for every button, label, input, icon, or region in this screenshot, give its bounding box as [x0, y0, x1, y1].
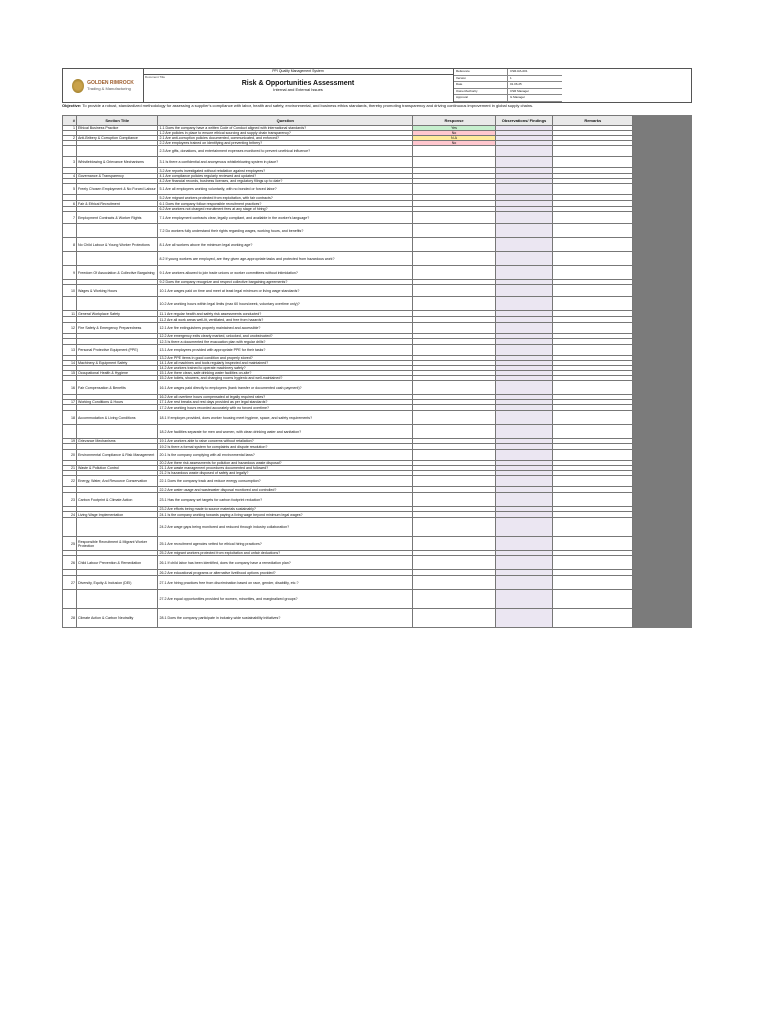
response-cell[interactable]: [413, 411, 496, 425]
section-title: Climate Action & Carbon Neutrality: [77, 609, 158, 628]
response-cell[interactable]: [413, 450, 496, 461]
column-header: Question: [158, 116, 413, 126]
gray-margin: [633, 493, 692, 507]
row-number: 8: [63, 238, 77, 252]
response-cell[interactable]: [413, 184, 496, 195]
remarks-cell[interactable]: [553, 224, 633, 238]
table-row: [63, 323, 692, 334]
question-text: 15.2 Are toilets, showers, and changing rooms hygienic and well-maintained?: [158, 376, 413, 381]
response-cell[interactable]: [413, 381, 496, 395]
observations-cell[interactable]: [495, 184, 552, 195]
response-cell[interactable]: [413, 285, 496, 297]
observations-cell[interactable]: [495, 266, 552, 280]
section-title: [77, 146, 158, 157]
observations-cell[interactable]: [495, 146, 552, 157]
section-title: [77, 224, 158, 238]
gray-margin: [633, 224, 692, 238]
section-title: Personal Protective Equipment (PPE): [77, 345, 158, 356]
table-header: [63, 116, 692, 126]
observations-cell[interactable]: [495, 609, 552, 628]
row-number: 2: [63, 136, 77, 141]
section-title: Living Wage Implementation: [77, 512, 158, 518]
section-title: Occupational Health & Hygiene: [77, 371, 158, 376]
row-number: 13: [63, 345, 77, 356]
document-header: [62, 68, 692, 103]
question-text: 6.1 Does the company follow responsible recruitment practices?: [158, 201, 413, 207]
remarks-cell[interactable]: [553, 590, 633, 609]
observations-cell[interactable]: [495, 224, 552, 238]
remarks-cell[interactable]: [553, 537, 633, 551]
question-text: 12.1 Are fire extinguishers properly maintained and accessible?: [158, 323, 413, 334]
response-cell[interactable]: [413, 576, 496, 590]
row-number: 4: [63, 174, 77, 179]
question-text: 10.2 Are working hours within legal limits (max 60 hours/week, voluntary overtime only)?: [158, 297, 413, 311]
gray-margin: [633, 285, 692, 297]
section-title: Fire Safety & Emergency Preparedness: [77, 323, 158, 334]
observations-cell[interactable]: [495, 381, 552, 395]
question-text: 24.2 Are wage gaps being monitored and reduced through industry collaboration?: [158, 518, 413, 537]
row-number: 27: [63, 576, 77, 590]
objective-label: Objective:: [62, 103, 82, 108]
row-number: 25: [63, 537, 77, 551]
observations-cell[interactable]: [495, 518, 552, 537]
question-text: 19.1 Are workers able to raise concerns without retaliation?: [158, 439, 413, 444]
section-title: Ethical Business Practice: [77, 126, 158, 131]
section-title: [77, 518, 158, 537]
meta-label: Reference: [454, 69, 508, 75]
brand-tagline: Trading & Manufacturing: [87, 86, 131, 91]
meta-row: [454, 95, 562, 102]
question-text: 13.2 Are PPE items in good condition and properly stored?: [158, 356, 413, 361]
response-cell[interactable]: N.A: [413, 136, 496, 141]
question-text: 18.1 If employer-provided, does worker housing meet hygiene, space, and safety requirements?: [158, 411, 413, 425]
remarks-cell[interactable]: [553, 238, 633, 252]
gray-margin: [633, 184, 692, 195]
observations-cell[interactable]: [495, 323, 552, 334]
question-text: 25.1 Are recruitment agencies vetted for ethical hiring practices?: [158, 537, 413, 551]
observations-cell[interactable]: [495, 212, 552, 224]
row-number: 23: [63, 493, 77, 507]
response-cell[interactable]: [413, 518, 496, 537]
question-text: 9.1 Are workers allowed to join trade unions or worker committees without intimidation?: [158, 266, 413, 280]
question-text: 22.2 Are water usage and wastewater disposal monitored and controlled?: [158, 487, 413, 493]
question-text: 11.2 Are all work areas well-lit, ventilated, and free from hazards?: [158, 317, 413, 323]
question-text: 21.1 Are waste management procedures documented and followed?: [158, 466, 413, 471]
meta-value: CSR Manager: [510, 88, 530, 93]
row-number: 5: [63, 184, 77, 195]
gray-margin: [633, 116, 692, 126]
question-text: 20.2 Are there risk assessments for pollution and hazardous waste disposal?: [158, 461, 413, 466]
question-text: 27.1 Are hiring practices free from discrimination based on race, gender, disability, etc.?: [158, 576, 413, 590]
question-text: 14.1 Are all machines and tools regularly inspected and maintained?: [158, 361, 413, 366]
row-number: 7: [63, 212, 77, 224]
remarks-cell[interactable]: [553, 212, 633, 224]
observations-cell[interactable]: [495, 297, 552, 311]
observations-cell[interactable]: [495, 476, 552, 487]
table-row: [63, 476, 692, 487]
table-row: [63, 576, 692, 590]
question-text: 3.1 Is there a confidential and anonymous whistleblowing system in place?: [158, 157, 413, 168]
section-title: Freely Chosen Employment & No Forced Labour: [77, 184, 158, 195]
question-text: 26.2 Are educational programs or alternative livelihood options provided?: [158, 570, 413, 576]
gray-margin: [633, 297, 692, 311]
row-number: [63, 518, 77, 537]
meta-label: Version: [454, 76, 508, 82]
remarks-cell[interactable]: [553, 576, 633, 590]
response-cell[interactable]: Yes: [413, 126, 496, 131]
row-number: 28: [63, 609, 77, 628]
question-text: 9.2 Does the company recognize and respect collective bargaining agreements?: [158, 280, 413, 285]
gray-margin: [633, 157, 692, 168]
row-number: [63, 590, 77, 609]
section-title: Energy, Water, And Resource Conservation: [77, 476, 158, 487]
question-text: 10.1 Are wages paid on time and meet at least legal minimum or living wage standards?: [158, 285, 413, 297]
section-title: Environmental Compliance & Risk Management: [77, 450, 158, 461]
observations-cell[interactable]: [495, 425, 552, 439]
observations-cell[interactable]: [495, 450, 552, 461]
gray-margin: [633, 212, 692, 224]
response-cell[interactable]: [413, 212, 496, 224]
remarks-cell[interactable]: [553, 476, 633, 487]
question-text: 22.1 Does the company track and reduce energy consumption?: [158, 476, 413, 487]
table-row: [63, 285, 692, 297]
observations-cell[interactable]: [495, 285, 552, 297]
question-text: 27.2 Are equal opportunities provided for women, minorities, and marginalized groups?: [158, 590, 413, 609]
remarks-cell[interactable]: [553, 518, 633, 537]
remarks-cell[interactable]: [553, 556, 633, 570]
remarks-cell[interactable]: [553, 297, 633, 311]
column-header: Response: [413, 116, 496, 126]
row-number: [63, 425, 77, 439]
question-text: 2.2 Are employees trained on identifying and preventing bribery?: [158, 141, 413, 146]
table-row: [63, 224, 692, 238]
page-title: Risk & Opportunities Assessment: [241, 80, 355, 87]
doc-title-label: Document Title: [145, 75, 166, 79]
response-cell[interactable]: [413, 590, 496, 609]
gray-margin: [633, 345, 692, 356]
gray-margin: [633, 323, 692, 334]
row-number: 3: [63, 157, 77, 168]
table-row: [63, 450, 692, 461]
gray-margin: [633, 146, 692, 157]
column-header: Remarks: [553, 116, 633, 126]
remarks-cell[interactable]: [553, 252, 633, 266]
section-title: Fair Compensation & Benefits: [77, 381, 158, 395]
question-text: 14.2 Are workers trained to operate machinery safely?: [158, 366, 413, 371]
row-number: 26: [63, 556, 77, 570]
question-text: 21.2 Is hazardous waste disposed of safely and legally?: [158, 471, 413, 476]
question-text: 20.1 Is the company complying with all environmental laws?: [158, 450, 413, 461]
question-text: 17.2 Are working hours recorded accurately with no forced overtime?: [158, 405, 413, 411]
system-name: PPI Quality Management System: [143, 69, 453, 75]
question-text: 5.1 Are all employees working voluntarily, with no bonded or forced labor?: [158, 184, 413, 195]
row-number: 20: [63, 450, 77, 461]
response-cell[interactable]: [413, 345, 496, 356]
observations-cell[interactable]: [495, 345, 552, 356]
remarks-cell[interactable]: [553, 493, 633, 507]
remarks-cell[interactable]: [553, 345, 633, 356]
observations-cell[interactable]: [495, 537, 552, 551]
table-row: [63, 537, 692, 551]
row-number: [63, 297, 77, 311]
remarks-cell[interactable]: [553, 425, 633, 439]
meta-label: Date: [454, 82, 508, 88]
row-number: 10: [63, 285, 77, 297]
gray-margin: [633, 537, 692, 551]
observations-cell[interactable]: [495, 157, 552, 168]
question-text: 18.2 Are facilities separate for men and women, with clean drinking water and sanitation?: [158, 425, 413, 439]
response-cell[interactable]: [413, 157, 496, 168]
gray-margin: [633, 381, 692, 395]
question-text: 12.3 Is there a documented fire evacuation plan with regular drills?: [158, 339, 413, 345]
section-title: Waste & Pollution Control: [77, 466, 158, 471]
table-row: [63, 266, 692, 280]
gray-margin: [633, 576, 692, 590]
row-number: 11: [63, 311, 77, 317]
meta-value: G Manager: [510, 95, 526, 99]
question-text: 4.2 Are financial records, business licenses, and regulatory filings up to date?: [158, 179, 413, 184]
section-title: Machinery & Equipment Safety: [77, 361, 158, 366]
observations-cell[interactable]: [495, 411, 552, 425]
row-number: [63, 252, 77, 266]
page-subtitle: Internal and External Issues: [273, 87, 323, 92]
section-title: Accommodation & Living Conditions: [77, 411, 158, 425]
meta-label: Approval: [454, 95, 508, 101]
remarks-cell[interactable]: [553, 381, 633, 395]
objective-text: To provide a robust, standardized methodology for assessing a supplier's compliance with labor, health and safety, environmental, and business ethics standards, thereby promoting transparency and driving continuous improvement in global supply chains.: [82, 103, 534, 108]
observations-cell[interactable]: [495, 556, 552, 570]
question-text: 6.2 Are workers not charged recruitment fees at any stage of hiring?: [158, 207, 413, 212]
section-title: Diversity, Equity & Inclusion (DEI): [77, 576, 158, 590]
row-number: 14: [63, 361, 77, 366]
row-number: 19: [63, 439, 77, 444]
table-row: [63, 212, 692, 224]
question-text: 5.2 Are migrant workers protected from exploitation, with fair contracts?: [158, 195, 413, 201]
section-title: [77, 252, 158, 266]
question-text: 11.1 Are regular health and safety risk assessments conducted?: [158, 311, 413, 317]
question-text: 2.3 Are gifts, donations, and entertainment expenses monitored to prevent unethical influence?: [158, 146, 413, 157]
question-text: 3.2 Are reports investigated without retaliation against employees?: [158, 168, 413, 174]
observations-cell[interactable]: [495, 238, 552, 252]
gray-margin: [633, 266, 692, 280]
section-title: Anti-Bribery & Corruption Compliance: [77, 136, 158, 141]
table-row: [63, 556, 692, 570]
assessment-sheet: [62, 68, 692, 628]
section-title: Grievance Mechanisms: [77, 439, 158, 444]
question-text: 25.2 Are migrant workers protected from exploitation and unfair deductions?: [158, 551, 413, 556]
question-text: 7.1 Are employment contracts clear, legally compliant, and available in the worker's language?: [158, 212, 413, 224]
observations-cell[interactable]: [495, 493, 552, 507]
row-number: [63, 146, 77, 157]
gray-margin: [633, 518, 692, 537]
section-title: [77, 425, 158, 439]
column-header: Section Title: [77, 116, 158, 126]
row-number: 22: [63, 476, 77, 487]
question-text: 1.2 Are policies in place to ensure ethical sourcing and supply chain transparency?: [158, 131, 413, 136]
table-row: [63, 238, 692, 252]
section-title: Working Conditions & Hours: [77, 400, 158, 405]
response-cell[interactable]: [413, 556, 496, 570]
section-title: Fair & Ethical Recruitment: [77, 201, 158, 207]
remarks-cell[interactable]: [553, 323, 633, 334]
table-row: [63, 590, 692, 609]
company-logo: [63, 69, 144, 102]
question-text: 12.2 Are emergency exits clearly marked, unlocked, and unobstructed?: [158, 334, 413, 339]
table-row: [63, 381, 692, 395]
section-title: Employment Contracts & Worker Rights: [77, 212, 158, 224]
remarks-cell[interactable]: [553, 146, 633, 157]
gray-margin: [633, 425, 692, 439]
table-row: [63, 252, 692, 266]
section-title: Responsible Recruitment & Migrant Worker Protection: [77, 537, 158, 551]
meta-value: 1: [510, 75, 512, 80]
question-text: 19.2 Is there a formal system for complaints and dispute resolution?: [158, 444, 413, 450]
question-text: 16.1 Are wages paid directly to employees (bank transfer or documented cash payment)?: [158, 381, 413, 395]
table-row: [63, 146, 692, 157]
row-number: 16: [63, 381, 77, 395]
remarks-cell[interactable]: [553, 285, 633, 297]
table-row: [63, 493, 692, 507]
section-title: [77, 297, 158, 311]
seal-icon: [72, 79, 84, 93]
section-title: Freedom Of Association & Collective Bargaining: [77, 266, 158, 280]
row-number: 24: [63, 512, 77, 518]
observations-cell[interactable]: [495, 576, 552, 590]
remarks-cell[interactable]: [553, 184, 633, 195]
meta-value: CSR-RA-001: [510, 69, 528, 73]
section-title: General Workplace Safety: [77, 311, 158, 317]
row-number: [63, 224, 77, 238]
gray-margin: [633, 476, 692, 487]
row-number: 1: [63, 126, 77, 131]
section-title: Whistleblowing & Grievance Mechanisms: [77, 157, 158, 168]
response-cell[interactable]: [413, 493, 496, 507]
question-text: 8.1 Are all workers above the minimum legal working age?: [158, 238, 413, 252]
objective: [62, 103, 692, 115]
gray-margin: [633, 450, 692, 461]
remarks-cell[interactable]: [553, 266, 633, 280]
gray-margin: [633, 609, 692, 628]
section-title: Child Labour Prevention & Remediation: [77, 556, 158, 570]
response-cell[interactable]: [413, 266, 496, 280]
gray-margin: [633, 556, 692, 570]
table-row: [63, 518, 692, 537]
row-number: 18: [63, 411, 77, 425]
gray-margin: [633, 238, 692, 252]
question-text: 7.2 Do workers fully understand their rights regarding wages, working hours, and benefits?: [158, 224, 413, 238]
response-cell[interactable]: [413, 323, 496, 334]
response-cell[interactable]: [413, 224, 496, 238]
row-number: 12: [63, 323, 77, 334]
document-meta: [453, 69, 562, 102]
response-cell[interactable]: No: [413, 131, 496, 136]
table-row: [63, 425, 692, 439]
question-text: 26.1 If child labor has been identified, does the company have a remediation plan?: [158, 556, 413, 570]
response-cell[interactable]: [413, 537, 496, 551]
question-text: 13.1 Are employees provided with appropriate PPE for their tasks?: [158, 345, 413, 356]
row-number: 6: [63, 201, 77, 207]
table-body: [63, 126, 692, 628]
table-row: [63, 411, 692, 425]
question-text: 17.1 Are rest breaks and rest days provided as per legal standards?: [158, 400, 413, 405]
response-cell[interactable]: [413, 238, 496, 252]
response-cell[interactable]: [413, 609, 496, 628]
section-title: Wages & Working Hours: [77, 285, 158, 297]
table-row: [63, 184, 692, 195]
response-cell[interactable]: No: [413, 141, 496, 146]
question-text: 15.1 Are there clean, safe drinking water facilities on-site?: [158, 371, 413, 376]
section-title: [77, 590, 158, 609]
remarks-cell[interactable]: [553, 609, 633, 628]
remarks-cell[interactable]: [553, 411, 633, 425]
response-cell[interactable]: [413, 476, 496, 487]
question-text: 23.2 Are efforts being made to source materials sustainably?: [158, 507, 413, 512]
observations-cell[interactable]: [495, 590, 552, 609]
response-cell[interactable]: [413, 146, 496, 157]
table-row: [63, 297, 692, 311]
question-text: 1.1 Does the company have a written Code of Conduct aligned with international standards?: [158, 126, 413, 131]
table-row: [63, 345, 692, 356]
observations-cell[interactable]: [495, 252, 552, 266]
meta-label: Owner/Authority: [454, 89, 508, 95]
response-cell[interactable]: [413, 252, 496, 266]
section-title: No Child Labour & Young Worker Protections: [77, 238, 158, 252]
gray-margin: [633, 252, 692, 266]
question-text: 16.2 Are all overtime hours compensated at legally required rates?: [158, 395, 413, 400]
question-text: 2.1 Are anti-corruption policies documented, communicated, and enforced?: [158, 136, 413, 141]
remarks-cell[interactable]: [553, 157, 633, 168]
row-number: 21: [63, 466, 77, 471]
row-number: 17: [63, 400, 77, 405]
response-cell[interactable]: [413, 297, 496, 311]
section-title: Governance & Transparency: [77, 174, 158, 179]
response-cell[interactable]: [413, 425, 496, 439]
column-header: #: [63, 116, 77, 126]
table-row: [63, 609, 692, 628]
brand-name: GOLDEN RIMROCK: [87, 80, 134, 86]
question-text: 28.1 Does the company participate in industry-wide sustainability initiatives?: [158, 609, 413, 628]
question-text: 8.2 If young workers are employed, are they given age-appropriate tasks and protected from hazardous work?: [158, 252, 413, 266]
row-number: 9: [63, 266, 77, 280]
meta-value: 01.06.25: [510, 82, 522, 86]
question-text: 24.1 Is the company working towards paying a living wage beyond minimum legal wages?: [158, 512, 413, 518]
table-row: [63, 157, 692, 168]
gray-margin: [633, 590, 692, 609]
remarks-cell[interactable]: [553, 450, 633, 461]
row-number: 15: [63, 371, 77, 376]
question-text: 4.1 Are compliance policies regularly reviewed and updated?: [158, 174, 413, 179]
question-text: 23.1 Has the company set targets for carbon footprint reduction?: [158, 493, 413, 507]
assessment-table: [62, 115, 692, 628]
gray-margin: [633, 411, 692, 425]
section-title: Carbon Footprint & Climate Action: [77, 493, 158, 507]
column-header: Observations/ Findings: [495, 116, 552, 126]
title-block: [143, 69, 453, 102]
